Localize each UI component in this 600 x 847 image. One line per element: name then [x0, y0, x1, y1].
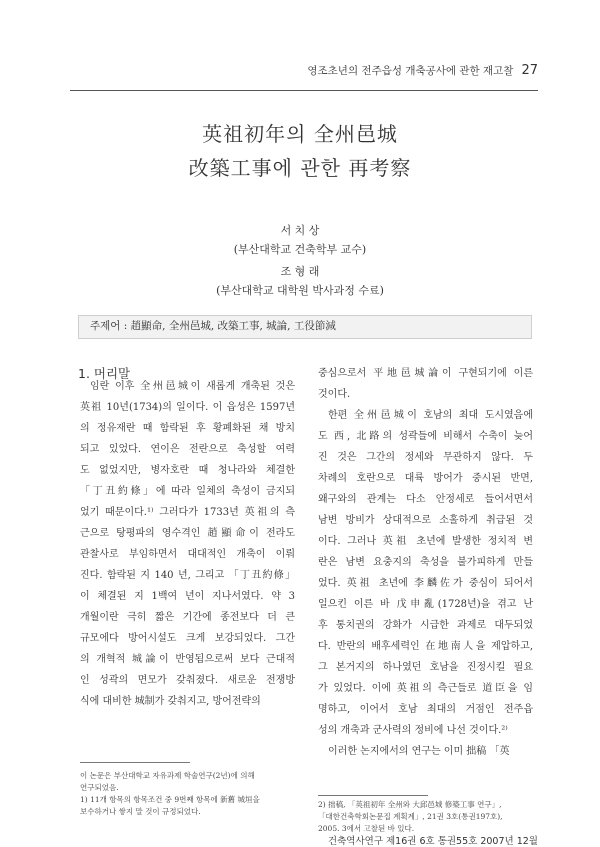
- left-column-line: 식에 대비한 城制가 갖춰지고, 방어전략의: [80, 696, 261, 707]
- paper-title-line2: 改築工事에 관한 再考察: [188, 156, 412, 180]
- right-column-line: 다. 반란의 배후세력인 在地南人을 제압하고,: [318, 641, 533, 652]
- left-column-line: 관찰사로 부임하면서 대대적인 개축이 이뤄: [80, 549, 295, 560]
- header-rule: [70, 90, 538, 91]
- author-affiliation-1: (부산대학교 건축학부 교수): [233, 243, 367, 256]
- right-column-line: 왜구와의 관계는 다소 안정세로 들어서면서: [318, 494, 533, 505]
- right-column-line: 남변 방비가 상대적으로 소홀하게 취급된 것: [318, 515, 533, 526]
- right-column-line: 이러한 논지에서의 연구는 이미 拙稿 「英: [328, 746, 510, 757]
- left-column-line: 규모에다 방어시설도 크게 보강되었다. 그간: [80, 633, 295, 644]
- left-column-line: 었기 때문이다.¹⁾ 그러다가 1733년 英祖의 측: [80, 507, 295, 518]
- footnotes-left-line: 이 논문은 부산대학교 자유과제 학술연구(2년)에 의해: [80, 771, 255, 780]
- left-column-line: 인 성곽의 면모가 갖춰졌다. 새로운 전쟁방: [80, 675, 295, 686]
- left-column-line: 임란 이후 全州邑城이 새롭게 개축된 것은: [90, 381, 295, 392]
- footnotes-left-line: 연구되었음.: [80, 783, 119, 792]
- body-column-right: [318, 363, 533, 762]
- left-column-line: 英祖 10년(1734)의 일이다. 이 읍성은 1597년: [80, 402, 295, 413]
- footnotes-right-line: 「대한건축학회논문집 계획계」, 21권 3호(통권197호),: [318, 812, 503, 821]
- right-column-line: 그 본거지의 하나였던 호남을 진정시킬 필요: [318, 662, 533, 673]
- left-column-line: 근으로 탕평파의 영수격인 趙顯命이 전라도: [80, 528, 295, 539]
- right-column-line: 이다. 그러나 英祖 초년에 발생한 정치적 변: [318, 536, 533, 547]
- author-name-2: 조 형 래: [280, 265, 320, 278]
- footnotes-left-line: 1) 11개 항목의 항목조건 중 9번째 항목에 新舊 城垣을: [80, 795, 260, 804]
- right-column-line: 것이다.: [318, 389, 351, 400]
- right-column-line: 가 있었다. 이에 英祖의 측근들로 道臣을 임: [318, 683, 533, 694]
- journal-footer: 건축역사연구 제16권 6호 통권55호 2007년 12월: [327, 836, 538, 847]
- footnotes-right-line: 2) 拙稿, 「英祖初年 全州와 大邱邑城 修築工事 연구」,: [318, 800, 502, 809]
- author-affiliation-2: (부산대학교 대학원 박사과정 수료): [216, 284, 384, 297]
- left-column-line: 「丁丑約條」에 따라 일체의 축성이 금지되: [80, 486, 295, 497]
- left-column-line: 진다. 함락된 지 140 년, 그리고 「丁丑約條」: [80, 570, 295, 581]
- right-column-line: 한편 全州邑城이 호남의 최대 도시였음에: [328, 410, 533, 421]
- left-column-line: 개월이란 극히 짧은 기간에 종전보다 더 큰: [80, 612, 295, 623]
- left-column-line: 이 체결된 지 1백여 년이 지나서였다. 약 3: [80, 591, 295, 602]
- right-column-line: 중심으로서 平地邑城論이 구현되기에 이른: [318, 368, 533, 379]
- footnotes-left-line: 보수하거나 쌓지 말 것이 규정되었다.: [80, 807, 201, 816]
- page-number: 27: [521, 63, 538, 78]
- right-column-line: 진 것은 그간의 정세와 무관하지 않다. 두: [318, 452, 533, 463]
- right-column-line: 명하고, 이어서 호남 최대의 거점인 전주읍: [318, 704, 533, 715]
- footnotes-left: [80, 770, 305, 818]
- footnotes-right: [318, 799, 543, 835]
- paper-title-line1: 英祖初年의 全州邑城: [202, 122, 398, 146]
- body-column-left: [80, 376, 295, 712]
- running-header: [307, 63, 538, 78]
- left-column-line: 의 정유재란 때 함락된 후 황폐화된 채 방치: [80, 423, 295, 434]
- left-column-line: 도 없었지만, 병자호란 때 청나라와 체결한: [80, 465, 295, 476]
- right-column-line: 었다. 英祖 초년에 李麟佐가 중심이 되어서: [318, 578, 533, 589]
- right-column-line: 후 통치권의 강화가 시급한 과제로 대두되었: [318, 620, 533, 631]
- section-heading: 1. 머리말: [78, 366, 131, 381]
- right-column-line: 란은 남변 요충지의 축성을 불가피하게 만들: [318, 557, 533, 568]
- left-column-line: 되고 있었다. 연이은 전란으로 축성할 여력: [80, 444, 295, 455]
- right-column-line: 일으킨 이른 바 戊申亂(1728년)을 겪고 난: [318, 599, 533, 610]
- footnote-rule-right: [318, 795, 428, 796]
- keywords: 주제어 : 趙顯命, 全州邑城, 改築工事, 城論, 工役節減: [90, 320, 336, 332]
- author-name-1: 서 치 상: [280, 224, 320, 237]
- footnote-rule-left: [80, 762, 190, 763]
- footnotes-right-line: 2005. 3에서 고찰된 바 있다.: [318, 824, 415, 833]
- right-column-line: 차례의 호란으로 대륙 방어가 중시된 반면,: [318, 473, 533, 484]
- right-column-line: 도 西, 北路의 성곽들에 비해서 수축이 늦어: [318, 431, 533, 442]
- running-title: 영조초년의 전주읍성 개축공사에 관한 재고찰: [307, 65, 514, 77]
- right-column-line: 성의 개축과 군사력의 정비에 나선 것이다.²⁾: [318, 725, 508, 736]
- left-column-line: 의 개혁적 城論이 반영됨으로써 보다 근대적: [80, 654, 295, 665]
